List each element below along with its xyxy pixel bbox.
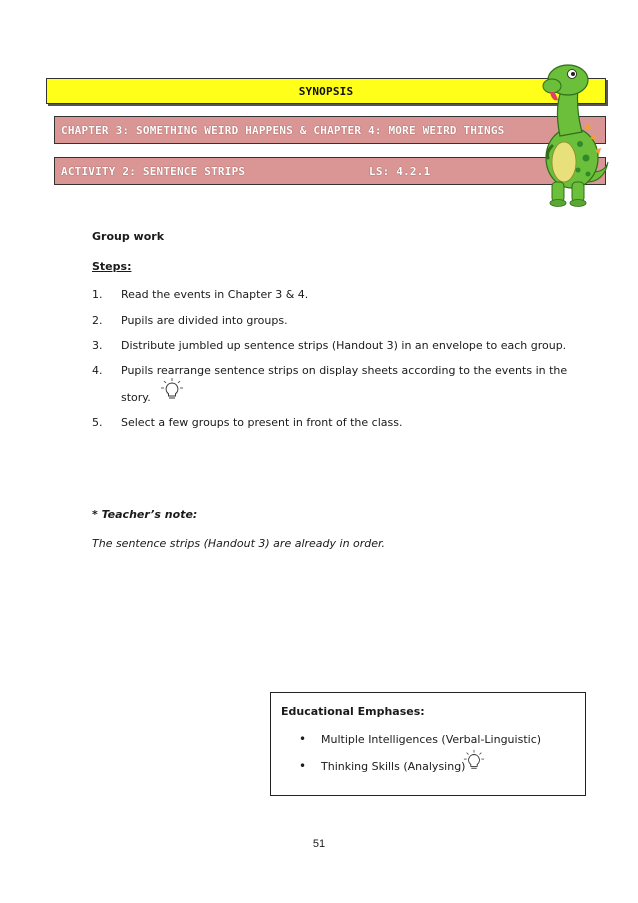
step-number: 3. (92, 339, 103, 352)
step-number: 5. (92, 416, 103, 429)
educational-emphases-box (270, 692, 586, 796)
step-text: Pupils rearrange sentence strips on display sheets according to the events in the (121, 364, 568, 377)
step-continuation: story. (121, 391, 151, 404)
step-text: Read the events in Chapter 3 & 4. (121, 288, 309, 301)
chapter-title: CHAPTER 3: SOMETHING WEIRD HAPPENS & CHAPTER 4: MORE WEIRD THINGS (61, 124, 505, 137)
steps-label: Steps: (92, 260, 132, 273)
step-text: Distribute jumbled up sentence strips (Handout 3) in an envelope to each group. (121, 339, 567, 352)
step-text: Pupils are divided into groups. (121, 314, 288, 327)
step-number: 2. (92, 314, 103, 327)
teachers-note-label: * Teacher’s note: (92, 508, 198, 521)
activity-banner (54, 157, 606, 185)
synopsis-title: SYNOPSIS (298, 85, 354, 98)
emphasis-item: Multiple Intelligences (Verbal-Linguistic) (321, 733, 542, 746)
learning-standard: LS: 4.2.1 (369, 165, 431, 178)
group-work-label: Group work (92, 230, 165, 243)
teachers-note-text: The sentence strips (Handout 3) are already in order. (92, 537, 386, 550)
lightbulb-icon (463, 749, 485, 771)
emphasis-item: Thinking Skills (Analysing) (321, 760, 466, 773)
step-number: 1. (92, 288, 103, 301)
activity-title: ACTIVITY 2: SENTENCE STRIPS (61, 165, 246, 178)
page-number: 51 (312, 838, 326, 850)
emphases-title: Educational Emphases: (281, 705, 425, 718)
step-number: 4. (92, 364, 103, 377)
bullet-icon: • (299, 732, 307, 746)
bullet-icon: • (299, 759, 307, 773)
dinosaur-illustration (538, 58, 610, 208)
step-text: Select a few groups to present in front of the class. (121, 416, 403, 429)
chapter-banner (54, 116, 606, 144)
synopsis-banner (46, 78, 606, 104)
lightbulb-icon (160, 377, 184, 401)
